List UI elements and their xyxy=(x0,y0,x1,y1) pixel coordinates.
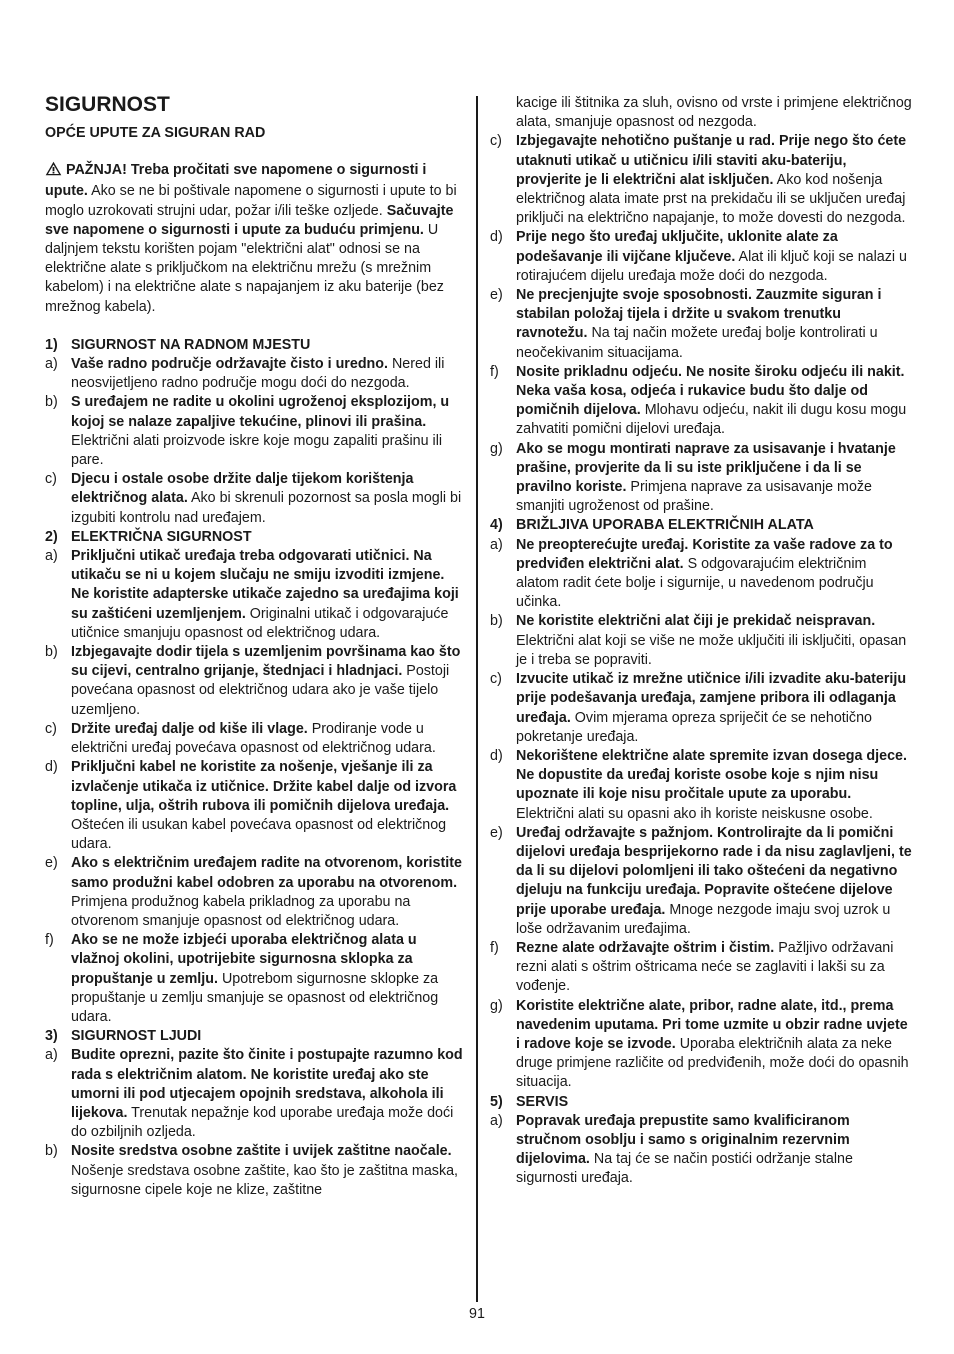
list-item-label: a) xyxy=(490,1112,503,1129)
list-item-bold-text: Ne koristite električni alat čiji je prekidač neispravan. xyxy=(516,613,876,630)
list-item xyxy=(490,286,912,363)
list-item-text xyxy=(71,931,465,1027)
right-items-section-3 xyxy=(490,132,912,516)
list-item-plain-text: Električni alati proizvode iskre koje mogu zapaliti prašinu ili pare. xyxy=(71,432,443,469)
list-item-bold-text: Uređaj održavajte s pažnjom. Kontrolirajte da li pomični dijelovi uređaja besprijekorno rade i da nisu zaglavljeni, te da li su dijelovi polomljeni ili tako oštećeni da negativno djeluju na funkciju uređaja. Popravite oštećene dijelove prije uporabe uređaja. xyxy=(516,824,912,918)
section-heading xyxy=(45,1027,465,1046)
list-item xyxy=(490,824,912,939)
section xyxy=(490,1093,912,1189)
list-item xyxy=(490,363,912,440)
section-title: ELEKTRIČNA SIGURNOST xyxy=(71,528,252,545)
list-item-label: b) xyxy=(490,613,503,630)
list-item-plain-text: Električni alat koji se više ne može uključiti ili isključiti, opasan je i treba se popraviti. xyxy=(516,632,907,668)
list-item-label: d) xyxy=(45,759,58,776)
list-item-plain-text: Nošenje sredstava osobne zaštite, kao što je zaštitna maska, sigurnosne cipele koje ne klize, zaštitne xyxy=(71,1162,459,1198)
list-item-text xyxy=(71,547,465,643)
list-item-bold-text: Priključni kabel ne koristite za nošenje, vješanje ili za izvlačenje utikača iz utičnice. Držite kabel dalje od izvora topline, ulja, oštrih rubova ili pomičnih dijelova uređaja. xyxy=(71,759,457,814)
list-item-bold-text: Popravak uređaja prepustite samo kvalificiranom stručnom osoblju i samo s originalnim rezervnim dijelovima. xyxy=(516,1112,850,1168)
list-item-bold-text: Rezne alate održavajte oštrim i čistim. xyxy=(516,939,775,956)
section-title: SERVIS xyxy=(516,1093,569,1110)
list-item-text xyxy=(71,355,465,393)
list-item-plain-text: Originalni utikač i odgovarajuće utičnice smanjuju opasnost od električnog udara. xyxy=(71,605,449,641)
list-item-label: c) xyxy=(45,720,57,737)
list-item-bold-text: Koristite električne alate, pribor, radne alate, itd., prema navedenim uputama. Pri tome uzmite u obzir radne uvjete i radove koje se izvode. xyxy=(516,997,908,1052)
list-item-label: e) xyxy=(490,287,503,304)
list-item-label: b) xyxy=(45,394,58,411)
list-item-text xyxy=(516,612,912,670)
list-item-plain-text: Električni alati su opasni ako ih koriste neiskusne osobe. xyxy=(516,805,873,822)
list-item-bold-text: Djecu i ostale osobe držite dalje tijekom korištenja električnog alata. xyxy=(71,471,414,507)
list-item xyxy=(45,931,465,1027)
list-item xyxy=(490,228,912,286)
list-item-plain-text: Prodiranje vode u električni uređaj povećava opasnost od električnog udara. xyxy=(71,720,436,757)
list-item xyxy=(45,720,465,758)
right-column xyxy=(490,94,912,1189)
list-item-text xyxy=(516,286,912,363)
list-item-bold-text: Nosite sredstva osobne zaštite i uvijek zaštitne naočale. xyxy=(71,1143,452,1160)
list-item xyxy=(45,758,465,854)
list-item-plain-text: Alat ili ključ koji se nalazi u rotirajućem dijelu uređaja može doći do nezgoda. xyxy=(516,248,907,284)
list-item-text xyxy=(516,824,912,939)
page-subtitle: OPĆE UPUTE ZA SIGURAN RAD xyxy=(45,125,266,141)
section-number: 2) xyxy=(45,528,58,545)
list-item xyxy=(45,643,465,720)
list-item-bold-text: Držite uređaj dalje od kiše ili vlage. xyxy=(71,720,308,737)
list-item-text xyxy=(516,228,912,286)
list-item-label: g) xyxy=(490,997,503,1014)
list-item-text xyxy=(71,720,465,758)
list-item-text xyxy=(516,747,912,824)
list-item-text xyxy=(71,470,465,528)
list-item-bold-text: Ako se ne može izbjeći uporaba električnog alata u vlažnoj okolini, upotrijebite sigurnosna sklopka za propuštanje u zemlju. xyxy=(71,932,417,987)
warning-triangle-icon xyxy=(45,161,62,182)
list-item-label: c) xyxy=(45,471,57,488)
list-item xyxy=(490,612,912,670)
list-item-label: a) xyxy=(45,1047,58,1064)
list-item-plain-text: Mlohavu odjeću, nakit ili dugu kosu mogu zahvatiti pomični dijelovi uređaja. xyxy=(516,402,907,438)
list-item-text xyxy=(516,670,912,747)
warning-text-1: Ako se ne bi poštivale napomene o sigurnosti i upute to bi moglo uzrokovati strujni udar, požar i/ili teške ozljede. xyxy=(45,183,457,219)
list-item-bold-text: Budite oprezni, pazite što činite i postupajte razumno kod rada s električnim alatom. Ne koristite uređaj ako ste umorni ili pod utjecajem opojnih sredstava, alkohola ili lijekova. xyxy=(71,1047,463,1121)
list-item-label: b) xyxy=(45,644,58,661)
list-item xyxy=(45,1142,465,1200)
list-item-text xyxy=(71,1142,465,1200)
warning-bold-2: Sačuvajte sve napomene o sigurnosti i upute za buduću primjenu. xyxy=(45,202,454,238)
section-number: 5) xyxy=(490,1093,503,1110)
list-item-plain-text: Upotrebom sigurnosne sklopke za propuštanje u zemlju smanjuje se opasnost od električnog udara. xyxy=(71,970,439,1025)
section-title: SIGURNOST NA RADNOM MJESTU xyxy=(71,336,311,353)
list-item-label: e) xyxy=(45,855,58,872)
section-heading xyxy=(45,528,465,547)
list-item xyxy=(490,747,912,824)
list-item-plain-text: Oštećen ili usukan kabel povećava opasnost od električnog udara. xyxy=(71,816,447,853)
list-item-bold-text: Ako s električnim uređajem radite na otvorenom, koristite samo produžni kabel odobren za uporabu na otvorenom. xyxy=(71,855,462,891)
section-title: BRIŽLJIVA UPORABA ELEKTRIČNIH ALATA xyxy=(516,517,814,534)
list-item-bold-text: Ako se mogu montirati naprave za usisavanje i hvatanje prašine, provjerite da li su iste priključene i da li se pravilno koriste. xyxy=(516,440,896,496)
section-number: 4) xyxy=(490,517,503,534)
list-item-plain-text: S odgovarajućim električnim alatom radit ćete bolje i sigurnije, u navedenom području učinka. xyxy=(516,555,874,611)
section-number: 1) xyxy=(45,336,58,353)
list-item xyxy=(45,393,465,470)
warning-text-2: U daljnjem tekstu korišten pojam "električni alat" odnosi se na električne alate s priključkom na električnu mrežu (s mrežnim kabelom) i na električne alate s napajanjem iz aku baterije (bez mrežnog kabela). xyxy=(45,221,444,315)
list-item-text xyxy=(516,363,912,440)
list-item-bold-text: Izbjegavajte dodir tijela s uzemljenim površinama kao što su cijevi, centralno grijanje, štednjaci i hladnjaci. xyxy=(71,644,461,680)
list-item xyxy=(490,1112,912,1189)
list-item xyxy=(45,1046,465,1142)
section-title: SIGURNOST LJUDI xyxy=(71,1028,202,1045)
list-item-plain-text: Postoji povećana opasnost od električnog udara ako je vaše tijelo uzemljeno. xyxy=(71,663,450,718)
list-item-label: f) xyxy=(490,363,499,380)
list-item xyxy=(490,132,912,228)
list-item-text xyxy=(516,132,912,228)
list-item-plain-text: Ovim mjerama opreza spriječit će se nehotično pokretanje uređaja. xyxy=(516,709,872,745)
warning-paragraph xyxy=(45,161,465,317)
list-item-bold-text: Ne preopterećujte uređaj. Koristite za vaše radove za to predviđen električni alat. xyxy=(516,536,893,572)
list-item xyxy=(490,939,912,997)
list-item-text xyxy=(516,1112,912,1189)
list-item-plain-text: Pažljivo održavani rezni alati s oštrim oštricama neće se zaglaviti i lakši su za vođenje. xyxy=(516,939,894,995)
list-item-text xyxy=(516,440,912,517)
list-item-text xyxy=(71,393,465,470)
left-column xyxy=(45,92,465,1200)
list-item-label: e) xyxy=(490,824,503,841)
warning-bold-1: PAŽNJA! Treba pročitati sve napomene o sigurnosti i upute. xyxy=(45,162,427,200)
section-number: 3) xyxy=(45,1028,58,1045)
list-item-text xyxy=(516,536,912,613)
list-item-plain-text: Primjena naprave za usisavanje može smanjiti ugroženost od prašine. xyxy=(516,479,873,515)
list-item-bold-text: Priključni utikač uređaja treba odgovarati utičnici. Na utikaču se ni u kojem slučaju ne smiju izvoditi izmjene. Ne koristite adapterske utikače zajedno sa uređajima koji su zaštićeni uzemljenjem. xyxy=(71,548,459,622)
list-item-text xyxy=(71,854,465,931)
list-item-bold-text: Prije nego što uređaj uključite, uklonite alate za podešavanje ili vijčane ključeve. xyxy=(516,229,838,265)
list-item-text xyxy=(71,758,465,854)
list-item xyxy=(45,355,465,393)
page-number: 91 xyxy=(469,1306,485,1322)
section-heading xyxy=(490,516,912,535)
left-sections xyxy=(45,336,465,1200)
list-item-plain-text: Mnoge nezgode imaju svoj uzrok u loše održavanim uređajima. xyxy=(516,901,891,937)
section xyxy=(45,336,465,528)
list-item-plain-text: Uporaba električnih alata za neke druge primjene različite od predviđenih, može doći do opasnih situacija. xyxy=(516,1035,909,1091)
section-heading xyxy=(490,1093,912,1112)
list-item-text xyxy=(71,1046,465,1142)
list-item-bold-text: Nosite prikladnu odjeću. Ne nosite široku odjeću ili nakit. Neka vaša kosa, odjeća i rukavice budu što dalje od pomičnih dijelova. xyxy=(516,363,905,419)
list-item-text xyxy=(71,643,465,720)
section xyxy=(490,516,912,1092)
list-item-bold-text: Izvucite utikač iz mrežne utičnice i/ili izvadite aku-bateriju prije podešavanja uređaja, zamjene pribora ili odlaganja uređaja. xyxy=(516,671,907,726)
list-item xyxy=(490,536,912,613)
list-item-bold-text: Ne precjenjujte svoje sposobnosti. Zauzmite siguran i stabilan položaj tijela i držite u svakom trenutku ravnotežu. xyxy=(516,287,882,342)
list-item-label: d) xyxy=(490,747,503,764)
list-item-text xyxy=(516,997,912,1093)
list-item xyxy=(45,547,465,643)
list-item xyxy=(490,670,912,747)
list-item-bold-text: Izbjegavajte nehotično puštanje u rad. Prije nego što ćete utaknuti utikač u utičnicu i/ili staviti aku-bateriju, provjerite je li električni alat isključen. xyxy=(516,133,907,188)
list-item-label: g) xyxy=(490,440,503,457)
list-item-label: a) xyxy=(45,548,58,565)
list-item-bold-text: Nekorištene električne alate spremite izvan dosega djece. Ne dopustite da uređaj koriste osobe koje s njim nisu upoznate ili koje nisu pročitale upute za uporabu. xyxy=(516,747,907,803)
list-item-plain-text: Ako kod nošenja električnog alata imate prst na prekidaču ili se uključen uređaj priključi na električno napajanje, to može dovesti do nezgoda. xyxy=(516,171,906,227)
page-title: SIGURNOST xyxy=(45,93,170,116)
list-item-label: a) xyxy=(45,356,58,373)
list-item-plain-text: Ako bi skrenuli pozornost sa posla mogli bi izgubiti kontrolu nad uređajem. xyxy=(71,490,462,526)
list-item xyxy=(45,854,465,931)
list-item-label: c) xyxy=(490,671,502,688)
section xyxy=(45,1027,465,1200)
column-divider xyxy=(476,96,478,1302)
list-item-label: f) xyxy=(490,939,499,956)
list-item-label: b) xyxy=(45,1143,58,1160)
list-item-label: f) xyxy=(45,932,54,949)
list-item-plain-text: Primjena produžnog kabela prikladnog za uporabu na otvorenom smanjuje opasnost od električnog udara. xyxy=(71,893,411,929)
list-item-label: d) xyxy=(490,229,503,246)
list-item xyxy=(490,440,912,517)
list-item-bold-text: S uređajem ne radite u okolini ugroženoj eksplozijom, u kojoj se nalaze zapaljive tekućine, plinovi ili prašina. xyxy=(71,394,450,430)
list-item-bold-text: Vaše radno područje održavajte čisto i uredno. xyxy=(71,356,388,373)
list-item xyxy=(490,997,912,1093)
list-item-label: c) xyxy=(490,133,502,150)
list-item-plain-text: Trenutak nepažnje kod uporabe uređaja može doći do ozbiljnih ozljeda. xyxy=(71,1104,454,1141)
list-item-plain-text: Na taj način možete uređaj bolje kontrolirati u neočekivanim situacijama. xyxy=(516,325,878,361)
list-item-plain-text: Nered ili neosvijetljeno radno područje mogu doći do nezgoda. xyxy=(71,356,445,392)
list-item xyxy=(45,470,465,528)
section xyxy=(45,528,465,1027)
section-heading xyxy=(45,336,465,355)
list-item-text xyxy=(516,939,912,997)
continuation-text: kacige ili štitnika za sluh, ovisno od vrste i primjene električnog alata, smanjuje opasnost od nezgoda. xyxy=(516,95,912,131)
right-sections xyxy=(490,516,912,1188)
list-item-label: a) xyxy=(490,536,503,553)
list-item-plain-text: Na taj će se način postići održanje stalne sigurnosti uređaja. xyxy=(516,1151,853,1187)
